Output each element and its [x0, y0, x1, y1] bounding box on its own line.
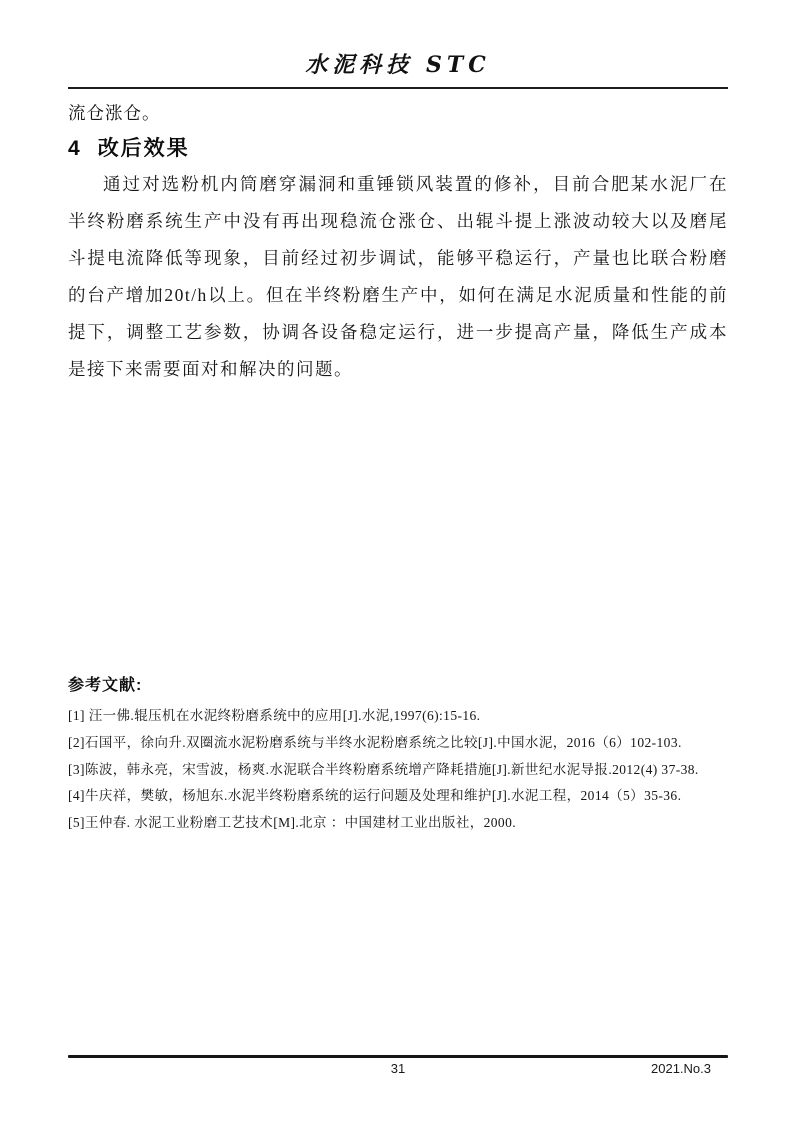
footer-page-number: 31	[390, 1061, 406, 1076]
references-section	[68, 672, 740, 837]
carryover-text: 流仓涨仓。	[68, 103, 161, 123]
footer-rule	[68, 1055, 728, 1058]
reference-item: [1] 汪一佛.辊压机在水泥终粉磨系统中的应用[J].水泥,1997(6):15-16.	[68, 708, 481, 723]
reference-item: [2]石国平，徐向升.双圈流水泥粉磨系统与半终水泥粉磨系统之比较[J].中国水泥，2016（6）102-103.	[68, 734, 682, 750]
header-rule	[68, 87, 728, 89]
references-label: 参考文献:	[68, 677, 143, 694]
reference-item: [5]王仲春. 水泥工业粉磨工艺技术[M].北京 ：中国建材工业出版社，2000.	[68, 815, 517, 831]
body-paragraph: 通过对选粉机内筒磨穿漏洞和重锤锁风装置的修补，目前合肥某水泥厂在半终粉磨系统生产中没有再出现稳流仓涨仓、出辊斗提上涨波动较大以及磨尾斗提电流降低等现象，目前经过初步调试，能够平稳运行，产量也比联合粉磨的台产增加20t/h以上。但在半终粉磨生产中，如何在满足水泥质量和性能的前提下，调整工艺参数，协调各设备稳定运行，进一步提高产量，降低生产成本是接下来需要面对和解决的问题。	[68, 174, 728, 379]
section-title: 改后效果	[97, 137, 190, 160]
section-number: 4	[68, 137, 80, 160]
journal-header-title: 水泥科技 STC	[305, 52, 491, 78]
footer-issue-label: 2021.No.3	[651, 1061, 711, 1076]
section-heading	[68, 132, 728, 162]
reference-item: [3]陈波，韩永亮，宋雪波，杨爽.水泥联合半终粉磨系统增产降耗措施[J].新世纪水泥导报.2012(4) 37-38.	[68, 761, 699, 777]
reference-item: [4]牛庆祥，樊敏，杨旭东.水泥半终粉磨系统的运行问题及处理和维护[J].水泥工程，2014（5）35-36.	[68, 788, 682, 804]
